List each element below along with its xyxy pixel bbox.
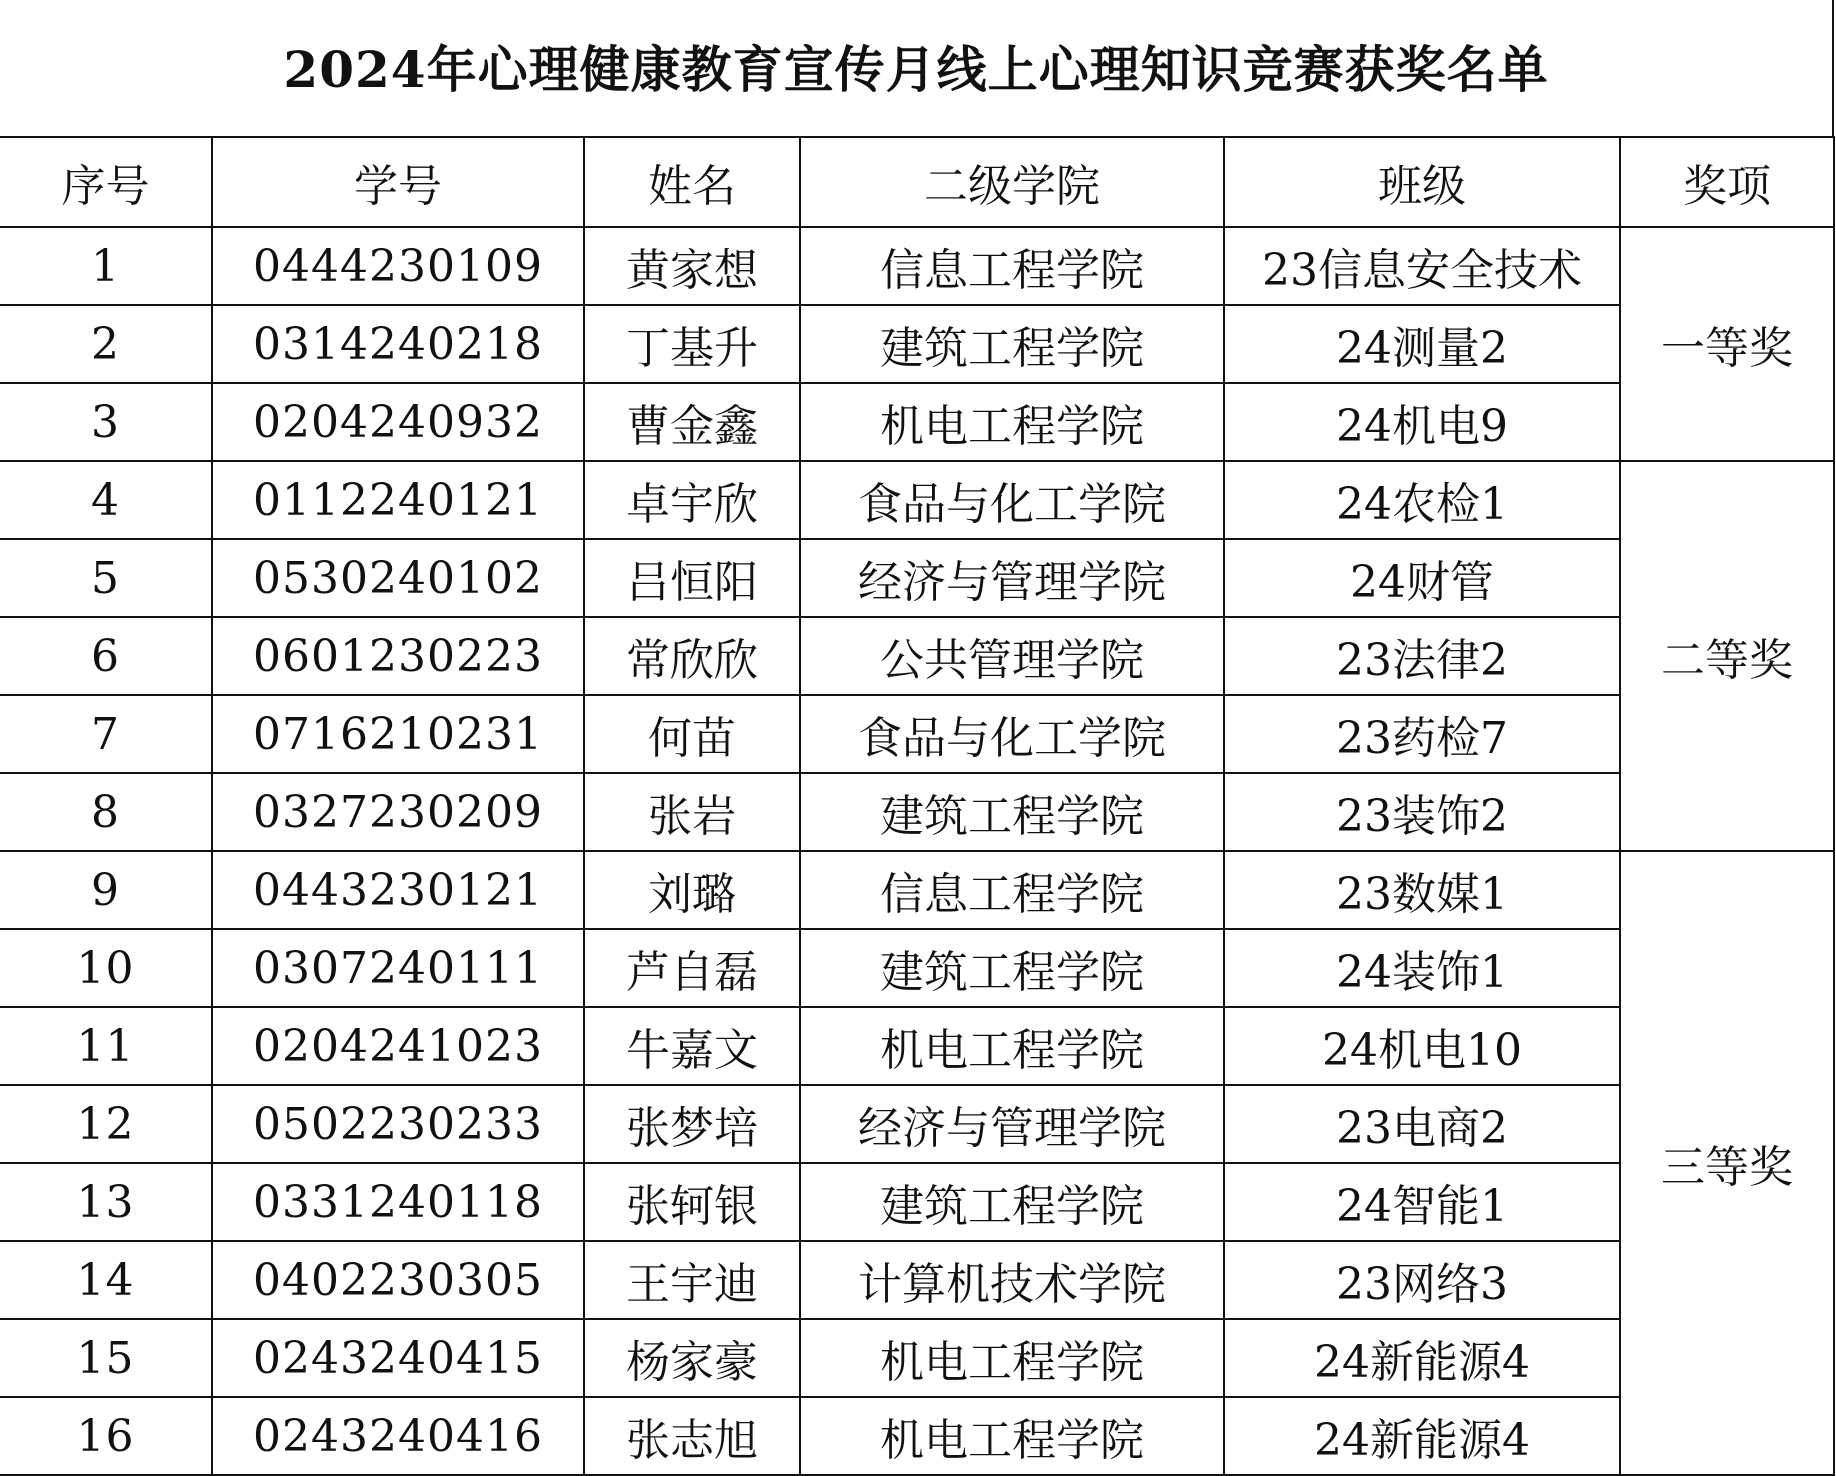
cell-seq: 4 [0, 461, 212, 539]
table-row [0, 461, 1834, 539]
cell-class: 24机电10 [1224, 1007, 1620, 1085]
cell-student-id: 0204240932 [212, 383, 584, 461]
cell-college: 食品与化工学院 [800, 461, 1224, 539]
cell-seq: 14 [0, 1241, 212, 1319]
cell-seq: 2 [0, 305, 212, 383]
page-title: 2024年心理健康教育宣传月线上心理知识竞赛获奖名单 [283, 40, 1549, 99]
cell-seq: 7 [0, 695, 212, 773]
cell-seq: 11 [0, 1007, 212, 1085]
cell-student-id: 0502230233 [212, 1085, 584, 1163]
table-row [0, 773, 1834, 851]
cell-college: 机电工程学院 [800, 1397, 1224, 1475]
table-row [0, 617, 1834, 695]
cell-student-id: 0243240415 [212, 1319, 584, 1397]
cell-college: 经济与管理学院 [800, 539, 1224, 617]
cell-class: 24机电9 [1224, 383, 1620, 461]
cell-class: 23药检7 [1224, 695, 1620, 773]
table-row [0, 1007, 1834, 1085]
cell-name: 张轲银 [584, 1163, 800, 1241]
table-header-row [0, 137, 1834, 227]
cell-class: 23电商2 [1224, 1085, 1620, 1163]
table-row [0, 929, 1834, 1007]
cell-college: 机电工程学院 [800, 1007, 1224, 1085]
table-row [0, 1397, 1834, 1475]
cell-name: 卓宇欣 [584, 461, 800, 539]
cell-class: 23数媒1 [1224, 851, 1620, 929]
header-seq: 序号 [0, 137, 212, 227]
cell-seq: 6 [0, 617, 212, 695]
header-college: 二级学院 [800, 137, 1224, 227]
cell-student-id: 0204241023 [212, 1007, 584, 1085]
cell-student-id: 0112240121 [212, 461, 584, 539]
cell-name: 何苗 [584, 695, 800, 773]
title-box [0, 0, 1834, 137]
cell-student-id: 0443230121 [212, 851, 584, 929]
cell-student-id: 0327230209 [212, 773, 584, 851]
cell-seq: 15 [0, 1319, 212, 1397]
cell-student-id: 0402230305 [212, 1241, 584, 1319]
cell-college: 建筑工程学院 [800, 773, 1224, 851]
table-row [0, 851, 1834, 929]
cell-seq: 8 [0, 773, 212, 851]
cell-class: 24测量2 [1224, 305, 1620, 383]
cell-name: 刘璐 [584, 851, 800, 929]
cell-college: 计算机技术学院 [800, 1241, 1224, 1319]
cell-class: 24新能源4 [1224, 1319, 1620, 1397]
cell-seq: 3 [0, 383, 212, 461]
award-table [0, 136, 1835, 1476]
table-row [0, 539, 1834, 617]
cell-seq: 5 [0, 539, 212, 617]
cell-class: 23信息安全技术 [1224, 227, 1620, 305]
cell-student-id: 0530240102 [212, 539, 584, 617]
header-award: 奖项 [1620, 137, 1834, 227]
table-row [0, 1319, 1834, 1397]
cell-college: 机电工程学院 [800, 1319, 1224, 1397]
cell-college: 食品与化工学院 [800, 695, 1224, 773]
cell-name: 吕恒阳 [584, 539, 800, 617]
cell-award-second: 二等奖 [1620, 461, 1834, 851]
table-row [0, 227, 1834, 305]
cell-name: 杨家豪 [584, 1319, 800, 1397]
cell-award-first: 一等奖 [1620, 227, 1834, 461]
cell-college: 建筑工程学院 [800, 929, 1224, 1007]
cell-name: 芦自磊 [584, 929, 800, 1007]
header-student-id: 学号 [212, 137, 584, 227]
cell-class: 24财管 [1224, 539, 1620, 617]
cell-college: 建筑工程学院 [800, 1163, 1224, 1241]
cell-name: 张岩 [584, 773, 800, 851]
cell-student-id: 0307240111 [212, 929, 584, 1007]
cell-name: 曹金鑫 [584, 383, 800, 461]
cell-name: 王宇迪 [584, 1241, 800, 1319]
cell-name: 牛嘉文 [584, 1007, 800, 1085]
cell-college: 经济与管理学院 [800, 1085, 1224, 1163]
cell-seq: 16 [0, 1397, 212, 1475]
cell-college: 机电工程学院 [800, 383, 1224, 461]
cell-name: 丁基升 [584, 305, 800, 383]
cell-class: 24农检1 [1224, 461, 1620, 539]
table-row [0, 1241, 1834, 1319]
cell-class: 23装饰2 [1224, 773, 1620, 851]
cell-seq: 13 [0, 1163, 212, 1241]
cell-seq: 9 [0, 851, 212, 929]
cell-student-id: 0716210231 [212, 695, 584, 773]
cell-name: 张志旭 [584, 1397, 800, 1475]
cell-student-id: 0444230109 [212, 227, 584, 305]
cell-college: 信息工程学院 [800, 227, 1224, 305]
cell-class: 24智能1 [1224, 1163, 1620, 1241]
header-name: 姓名 [584, 137, 800, 227]
cell-college: 建筑工程学院 [800, 305, 1224, 383]
cell-college: 公共管理学院 [800, 617, 1224, 695]
table-row [0, 383, 1834, 461]
cell-college: 信息工程学院 [800, 851, 1224, 929]
cell-class: 23网络3 [1224, 1241, 1620, 1319]
cell-name: 常欣欣 [584, 617, 800, 695]
cell-student-id: 0331240118 [212, 1163, 584, 1241]
cell-seq: 1 [0, 227, 212, 305]
cell-student-id: 0243240416 [212, 1397, 584, 1475]
cell-name: 张梦培 [584, 1085, 800, 1163]
table-row [0, 695, 1834, 773]
table-row [0, 1085, 1834, 1163]
cell-class: 23法律2 [1224, 617, 1620, 695]
cell-seq: 10 [0, 929, 212, 1007]
cell-class: 24新能源4 [1224, 1397, 1620, 1475]
table-row [0, 305, 1834, 383]
cell-name: 黄家想 [584, 227, 800, 305]
table-row [0, 1163, 1834, 1241]
cell-student-id: 0601230223 [212, 617, 584, 695]
header-class: 班级 [1224, 137, 1620, 227]
cell-student-id: 0314240218 [212, 305, 584, 383]
cell-class: 24装饰1 [1224, 929, 1620, 1007]
cell-award-third: 三等奖 [1620, 851, 1834, 1475]
cell-seq: 12 [0, 1085, 212, 1163]
